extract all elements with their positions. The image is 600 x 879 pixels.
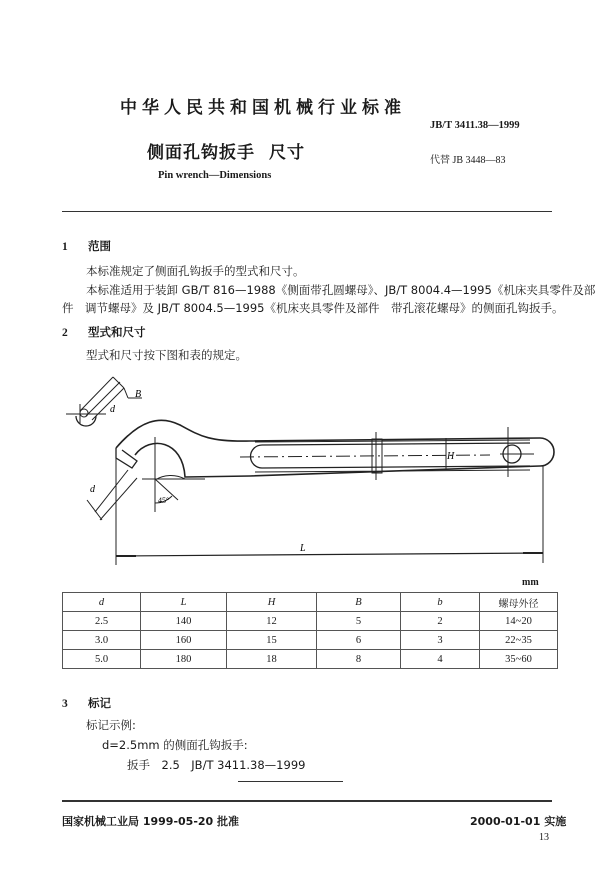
label-d-side: d (90, 484, 95, 495)
cell: 3.0 (63, 631, 141, 650)
col-header-H: H (227, 593, 317, 612)
implementation-date: 2000-01-01 实施 (470, 815, 567, 828)
dimensions-table (62, 592, 558, 669)
cell: 18 (227, 650, 317, 669)
cell: 12 (227, 612, 317, 631)
cell: 6 (317, 631, 401, 650)
marking-example-desc: d=2.5mm 的侧面孔钩扳手: (102, 738, 248, 752)
section-2-heading: 2 型式和尺寸 (62, 325, 146, 339)
section-1-para-1: 本标准规定了侧面孔钩扳手的型式和尺寸。 (86, 264, 305, 278)
label-d-top: d (110, 404, 115, 415)
header-divider (62, 211, 552, 212)
table-row (63, 650, 558, 669)
col-header-B: B (317, 593, 401, 612)
cell: 14~20 (480, 612, 558, 631)
cell: 5 (317, 612, 401, 631)
table-header-row (63, 593, 558, 612)
cell: 5.0 (63, 650, 141, 669)
table-row (63, 612, 558, 631)
cell: 35~60 (480, 650, 558, 669)
section-1-para-3: 件 调节螺母》及 JB/T 8004.5—1995《机床夹具零件及部件 带孔滚花螺母》的侧面孔钩扳手。 (62, 301, 564, 315)
pin-wrench-drawing (0, 370, 600, 570)
marking-example-code: 扳手 2.5 JB/T 3411.38—1999 (127, 758, 306, 772)
cell: 4 (401, 650, 480, 669)
section-1-para-2: 本标准适用于装卸 GB/T 816—1988《侧面带孔圆螺母》、JB/T 8004.4—1995《机床夹具零件及部 (86, 283, 596, 297)
cell: 2.5 (63, 612, 141, 631)
section-3-heading: 3 标记 (62, 696, 111, 710)
table-row (63, 631, 558, 650)
title-part1: 侧面孔钩扳手 (147, 143, 255, 163)
label-B: B (135, 389, 142, 400)
cell: 180 (141, 650, 227, 669)
col-header-L: L (141, 593, 227, 612)
label-angle: 45° (158, 496, 170, 505)
end-mark-line (238, 781, 343, 782)
cell: 140 (141, 612, 227, 631)
col-header-d: d (63, 593, 141, 612)
cell: 15 (227, 631, 317, 650)
standard-number: JB/T 3411.38—1999 (430, 120, 520, 131)
cell: 160 (141, 631, 227, 650)
cell: 22~35 (480, 631, 558, 650)
document-title (147, 138, 305, 163)
cell: 3 (401, 631, 480, 650)
label-L: L (300, 543, 306, 554)
col-header-b: b (401, 593, 480, 612)
section-2-para-1: 型式和尺寸按下图和表的规定。 (86, 348, 247, 362)
issuing-organization: 中华人民共和国机械行业标准 (120, 98, 406, 118)
footer-divider (62, 800, 552, 802)
title-part2: 尺寸 (269, 143, 305, 163)
english-title: Pin wrench—Dimensions (158, 170, 272, 181)
table-unit: mm (522, 577, 539, 588)
section-1-heading: 1 范围 (62, 239, 111, 253)
page-number: 13 (539, 832, 549, 843)
marking-example-label: 标记示例: (86, 718, 136, 732)
col-header-nut-diameter: 螺母外径 (480, 593, 558, 612)
label-H: H (447, 451, 455, 462)
cell: 2 (401, 612, 480, 631)
approval-info: 国家机械工业局 1999-05-20 批准 (62, 815, 240, 828)
replaces-standard: 代替 JB 3448—83 (430, 155, 506, 166)
cell: 8 (317, 650, 401, 669)
